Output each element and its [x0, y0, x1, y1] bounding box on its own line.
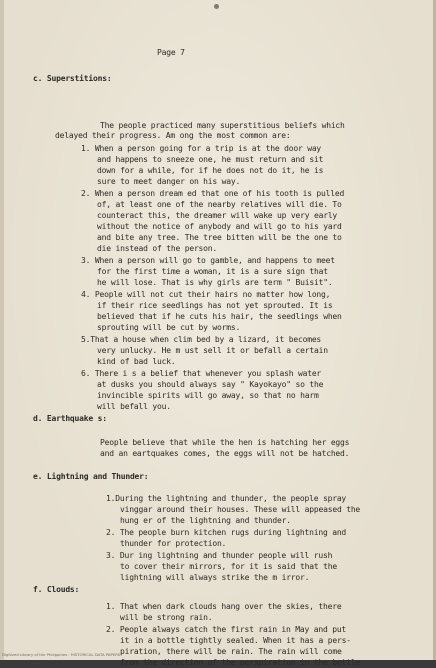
text-line: if their rice seedlings has not yet sprouted. It is [97, 301, 333, 310]
text-line: kind of bad luck. [97, 357, 176, 366]
page-number: Page 7 [157, 48, 185, 57]
text-line: vinggar around their houses. These will appeased the [120, 505, 361, 514]
text-line: he will lose. That is why girls are term " Buisit". [97, 278, 333, 287]
text-line: e. Lightning and Thunder: [33, 472, 149, 481]
text-line: and bite any tree. The tree bitten will be the one to [97, 233, 342, 242]
text-line: 2. The people burn kitchen rugs during lightning and [106, 528, 347, 537]
text-line: 5.That a house when clim bed by a lizard, it becomes [81, 335, 322, 344]
text-line: will be strong rain. [120, 613, 213, 622]
text-line: and an eartquakes comes, the eggs will not be hatched. [100, 449, 350, 458]
text-line: f. Clouds: [33, 585, 80, 594]
text-line: 1. When a person going for a trip is at the door way [81, 144, 322, 153]
page-edge-left [0, 0, 4, 660]
binding-hole [214, 4, 219, 9]
text-line: The people practiced many superstitious beliefs which [100, 121, 345, 130]
text-line: it in a bottle tightly sealed. When it has a pers- [120, 636, 351, 645]
text-line: believed that if he cuts his hair, the seedlings when [97, 312, 342, 321]
text-line: 1.During the lightning and thunder, the people spray [106, 494, 347, 503]
text-line: People believe that while the hen is hatching her eggs [100, 438, 350, 447]
text-line: without the notice of anybody and will go to his yard [97, 222, 342, 231]
text-line: piration, there will be rain. The rain will come [120, 647, 342, 656]
text-line: sprouting will be cut by worms. [97, 323, 241, 332]
text-line: will befall you. [97, 402, 171, 411]
text-line: from the direction of the perspiration in the bottle [120, 658, 361, 667]
text-line: 6. There i s a belief that whenever you splash water [81, 369, 322, 378]
text-line: down for a while, for if he does not do it, he is [97, 166, 324, 175]
page-footer: Digitized Library of the Philippines · HISTORICAL DATA PAPERS [2, 652, 121, 657]
text-line: 3. Dur ing lightning and thunder people will rush [106, 551, 333, 560]
text-line: of, at least one of the nearby relatives will die. To [97, 200, 342, 209]
text-line: c. Superstitions: [33, 74, 112, 83]
text-line: counteract this, the dreamer will wake up very early [97, 211, 338, 220]
text-line: very unlucky. He m ust sell it or befall a certain [97, 346, 328, 355]
text-line: hung er of the lightning and thunder. [120, 516, 291, 525]
text-line: 1. That when dark clouds hang over the skies, there [106, 602, 342, 611]
text-line: 4. People will not cut their hairs no matter how long, [81, 290, 331, 299]
text-line: 2. When a person dream ed that one of his tooth is pulled [81, 189, 345, 198]
text-line: and happens to sneeze one, he must return and sit [97, 155, 324, 164]
text-line: 2. People always catch the first rain in May and put [106, 625, 347, 634]
text-line: lightning will always strike the m irror. [120, 573, 310, 582]
text-line: to cover their mirrors, for it is said that the [120, 562, 337, 571]
text-line: 3. When a person will go to gamble, and happens to meet [81, 256, 335, 265]
text-line: delayed their progress. Am ong the most common are: [55, 131, 291, 140]
text-line: invincible spirits will go away, so that no harm [97, 391, 319, 400]
text-line: thunder for protection. [120, 539, 227, 548]
text-line: sure to meet danger on his way. [97, 177, 241, 186]
text-line: d. Earthquake s: [33, 414, 107, 423]
text-line: for the first time a woman, it is a sure sign that [97, 267, 328, 276]
text-line: at dusks you should always say " Kayokayo" so the [97, 380, 324, 389]
text-line: die instead of the person. [97, 244, 218, 253]
